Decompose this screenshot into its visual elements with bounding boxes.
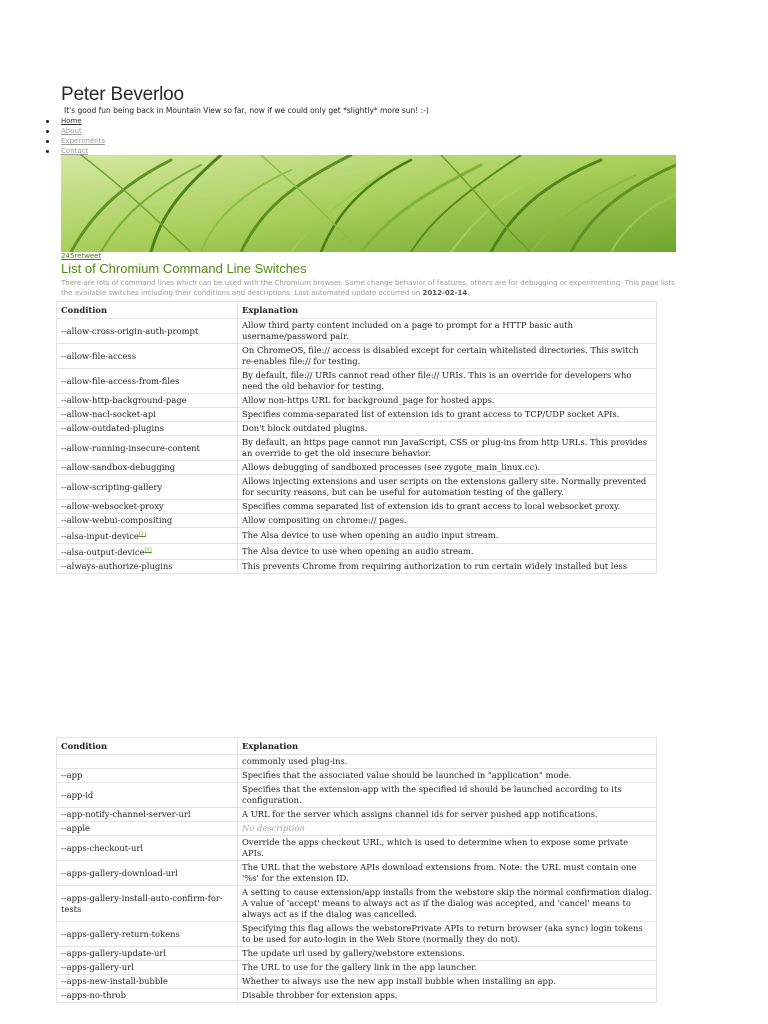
table-row — [57, 475, 657, 500]
switch-name-cell — [57, 836, 238, 861]
switch-name: --allow-cross-origin-auth-prompt — [61, 325, 199, 336]
switch-explanation: Allow compositing on chrome:// pages. — [238, 514, 657, 528]
table-row — [57, 808, 657, 822]
switches-table-page2 — [56, 737, 657, 1003]
switch-name: --allow-file-access-from-files — [61, 375, 180, 386]
switch-name-cell — [57, 975, 238, 989]
table-row — [57, 783, 657, 808]
switch-explanation: No description — [238, 822, 657, 836]
table-row — [57, 755, 657, 769]
switch-name: --apps-gallery-return-tokens — [61, 928, 180, 939]
switches-table-page1 — [56, 301, 657, 574]
switch-name: --always-authorize-plugins — [61, 560, 173, 571]
table-row — [57, 975, 657, 989]
nav-link-about[interactable]: About — [61, 127, 82, 135]
switch-name-cell — [57, 769, 238, 783]
switch-name-cell — [57, 543, 238, 559]
switch-explanation: Specifies that the associated value should be launched in "application" mode. — [238, 769, 657, 783]
table-header-row — [57, 738, 657, 755]
table-row — [57, 408, 657, 422]
switch-name-cell — [57, 947, 238, 961]
table-row — [57, 543, 657, 559]
table-row — [57, 514, 657, 528]
switch-name: --apps-no-throb — [61, 990, 126, 1000]
switch-explanation: The URL that the webstore APIs download extensions from. Note: the URL must contain one '%s' for the extension ID. — [238, 861, 657, 886]
switch-explanation: A URL for the server which assigns channel ids for server pushed app notifications. — [238, 808, 657, 822]
switch-name: --alsa-output-device — [61, 546, 145, 557]
switch-name-cell — [57, 783, 238, 808]
table-row — [57, 394, 657, 408]
switch-name-cell — [57, 559, 238, 573]
switch-explanation: Specifying this flag allows the webstorePrivate APIs to return browser (aka sync) login tokens to be used for auto-login in the Web Store (normally they do not). — [238, 922, 657, 947]
switch-name-cell — [57, 408, 238, 422]
condition-header: Condition — [57, 302, 238, 319]
table-row — [57, 886, 657, 922]
switch-name-cell — [57, 394, 238, 408]
nav-item-home — [46, 116, 105, 126]
switch-name-cell — [57, 319, 238, 344]
nav-link-experiments[interactable]: Experiments — [61, 137, 106, 145]
footnote-link[interactable]: [1] — [138, 531, 146, 537]
switch-explanation: Allow third party content included on a page to prompt for a HTTP basic auth username/password pair. — [238, 319, 657, 344]
switch-name: --allow-file-access — [61, 350, 137, 361]
table-row — [57, 436, 657, 461]
table-row — [57, 947, 657, 961]
switch-explanation: The Alsa device to use when opening an audio stream. — [238, 543, 657, 559]
update-date: 2012-02-14 — [422, 289, 468, 297]
switch-name: --app-id — [61, 789, 94, 800]
switch-name-cell — [57, 808, 238, 822]
footnote-link[interactable]: [1] — [144, 546, 152, 553]
table-row — [57, 461, 657, 475]
grass-illustration — [61, 155, 676, 252]
switch-explanation: Specifies comma separated list of extension ids to grant access to local websocket proxy. — [238, 500, 657, 514]
switch-explanation: commonly used plug-ins. — [238, 755, 657, 769]
table-row — [57, 961, 657, 975]
switch-explanation: By default, file:// URIs cannot read other file:// URIs. This is an override for developers who need the old behavior for testing. — [238, 369, 657, 394]
table-row — [57, 989, 657, 1003]
switch-name: --allow-http-background-page — [61, 395, 187, 405]
switch-name: --apps-checkout-url — [61, 842, 144, 853]
switches-table-body — [57, 319, 657, 574]
table-header-row — [57, 302, 657, 319]
switch-name: --alsa-input-device — [61, 530, 139, 541]
switch-explanation: The Alsa device to use when opening an audio input stream. — [238, 528, 657, 544]
switch-explanation: Allow non-https URL for background_page for hosted apps. — [238, 394, 657, 408]
switch-name: --apps-gallery-install-auto-confirm-for-tests — [61, 892, 223, 914]
table-row — [57, 769, 657, 783]
switch-explanation: On ChromeOS, file:// access is disabled except for certain whitelisted directories. This switch re-enables file:// for testing. — [238, 344, 657, 369]
table-row — [57, 344, 657, 369]
switch-explanation: Allows injecting extensions and user scripts on the extensions gallery site. Normally prevented for security reasons, but can be useful for automation testing of the gallery. — [238, 475, 657, 500]
nav-item-about — [46, 126, 105, 136]
intro-end: . — [467, 289, 470, 297]
switch-name-cell — [57, 369, 238, 394]
switch-explanation: The update url used by gallery/webstore extensions. — [238, 947, 657, 961]
header-banner-image — [61, 155, 676, 252]
table-row — [57, 861, 657, 886]
switch-name: --allow-running-insecure-content — [61, 442, 200, 453]
switch-name-cell — [57, 755, 238, 769]
switch-explanation: A setting to cause extension/app installs from the webstore skip the normal confirmation dialog. A value of 'accept' means to always act as if the dialog was accepted, and 'cancel' means to always act as if the dialog was cancelled. — [238, 886, 657, 922]
table-row — [57, 528, 657, 544]
switch-name-cell — [57, 475, 238, 500]
switch-explanation: This prevents Chrome from requiring authorization to run certain widely installed but less — [238, 559, 657, 573]
switch-name-cell — [57, 528, 238, 544]
switch-name: --allow-websocket-proxy — [61, 501, 164, 511]
switch-name-cell — [57, 422, 238, 436]
intro-body: There are lots of command lines which can be used with the Chromium browser. Some change behavior of features, others are for debugging or experimenting. This page lists the available switches including their conditions and descriptions. Last automated update occurred on — [61, 279, 675, 297]
table-row — [57, 500, 657, 514]
switch-name-cell — [57, 961, 238, 975]
switch-name: --apps-new-install-bubble — [61, 976, 168, 986]
switch-explanation: The URL to use for the gallery link in the app launcher. — [238, 961, 657, 975]
switch-explanation: Disable throbber for extension apps. — [238, 989, 657, 1003]
switch-name: --allow-sandbox-debugging — [61, 462, 176, 472]
switch-explanation: By default, an https page cannot run JavaScript, CSS or plug-ins from http URLs. This provides an override to get the old insecure behavior. — [238, 436, 657, 461]
switch-name: --allow-nacl-socket-api — [61, 409, 156, 419]
switch-explanation: Specifies that the extension-app with the specified id should be launched according to its configuration. — [238, 783, 657, 808]
switch-name-cell — [57, 514, 238, 528]
switch-name: --apps-gallery-download-url — [61, 867, 178, 878]
table-row — [57, 422, 657, 436]
retweet-link[interactable]: 245retweet — [61, 252, 102, 260]
switch-name-cell — [57, 500, 238, 514]
switch-name: --apple — [61, 823, 91, 833]
explanation-header: Explanation — [238, 302, 657, 319]
switch-explanation: Whether to always use the new app install bubble when installing an app. — [238, 975, 657, 989]
switch-explanation: Allows debugging of sandboxed processes (see zygote_main_linux.cc). — [238, 461, 657, 475]
switch-name-cell — [57, 886, 238, 922]
switch-name-cell — [57, 922, 238, 947]
switch-explanation: Don't block outdated plugins. — [238, 422, 657, 436]
switch-explanation: Specifies comma-separated list of extension ids to grant access to TCP/UDP socket APIs. — [238, 408, 657, 422]
table-row — [57, 369, 657, 394]
switch-name: --apps-gallery-url — [61, 962, 134, 972]
site-title[interactable]: Peter Beverloo — [61, 84, 184, 105]
switch-name-cell — [57, 861, 238, 886]
switch-name: --app-notify-channel-server-url — [61, 809, 191, 819]
switch-name: --allow-scripting-gallery — [61, 481, 163, 492]
explanation-header: Explanation — [238, 738, 657, 755]
table-row — [57, 822, 657, 836]
nav-link-home[interactable]: Home — [61, 117, 82, 125]
switch-name-cell — [57, 461, 238, 475]
switch-name-cell — [57, 822, 238, 836]
nav-item-experiments — [46, 136, 105, 146]
switch-explanation: Override the apps checkout URL, which is used to determine when to expose some private APIs. — [238, 836, 657, 861]
switch-name: --app — [61, 770, 83, 780]
switch-name: --allow-outdated-plugins — [61, 423, 164, 433]
site-tagline: It's good fun being back in Mountain View so far, now if we could only get *slightly* more sun! :-) — [64, 106, 429, 115]
table-row — [57, 922, 657, 947]
table-row — [57, 559, 657, 573]
table-row — [57, 319, 657, 344]
main-nav — [46, 116, 105, 156]
page-title: List of Chromium Command Line Switches — [61, 261, 307, 276]
switch-name-cell — [57, 436, 238, 461]
switch-name: --apps-gallery-update-url — [61, 948, 167, 958]
switch-name-cell — [57, 344, 238, 369]
condition-header: Condition — [57, 738, 238, 755]
table-row — [57, 836, 657, 861]
switch-name-cell — [57, 989, 238, 1003]
switches-table-body — [57, 755, 657, 1003]
intro-text — [61, 278, 681, 298]
nav-link-contact[interactable]: Contact — [61, 147, 89, 155]
switch-name: --allow-webui-compositing — [61, 515, 173, 525]
